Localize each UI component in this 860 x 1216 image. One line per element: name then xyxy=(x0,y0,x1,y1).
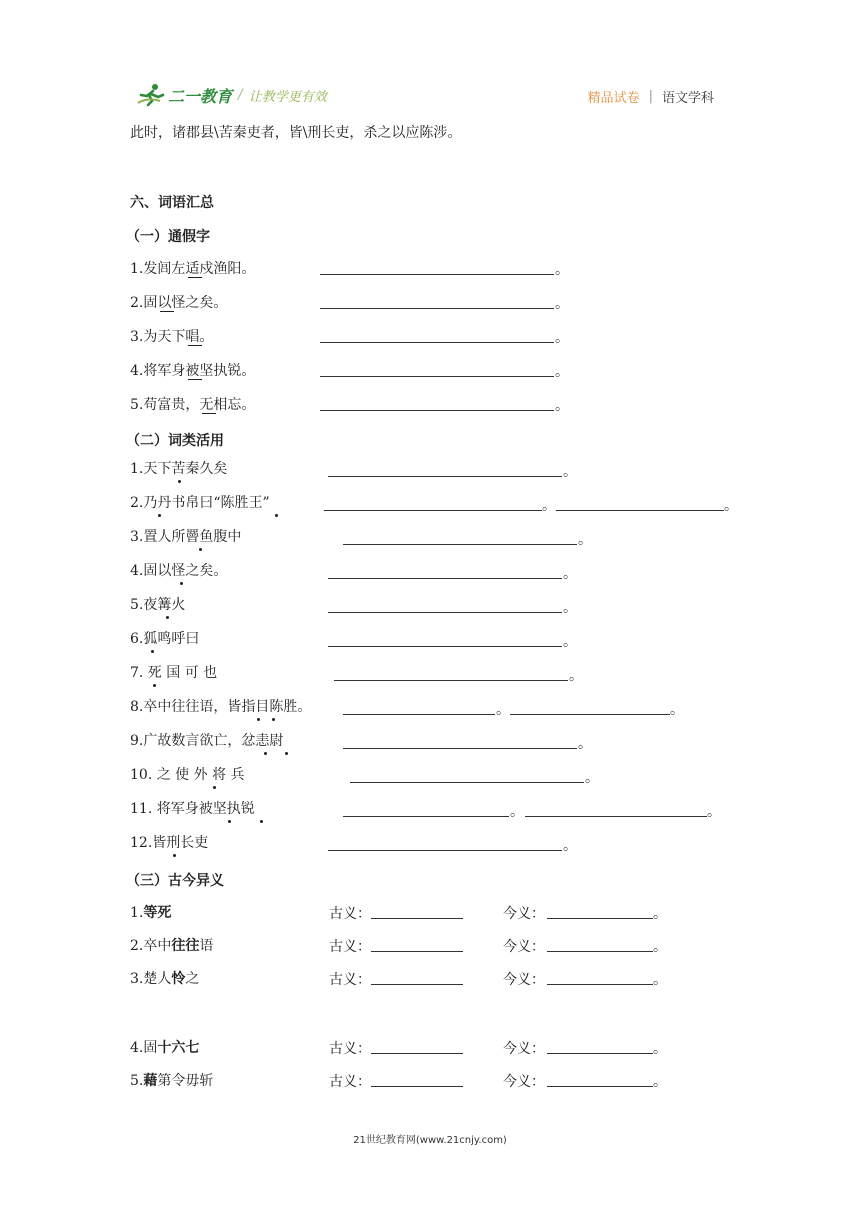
header-tag-subject: 语文学科 xyxy=(661,91,714,106)
part2-item-12: 12.皆刑长吏 xyxy=(130,835,209,851)
part3-item-3: 3.楚人怜之 xyxy=(130,971,200,987)
part2-item-10: 10. 之 使 外 将 兵 xyxy=(130,767,245,783)
part2-answer-1[interactable] xyxy=(328,476,562,477)
part3-item-2: 2.卒中往往语 xyxy=(130,938,214,954)
emphasis-dot xyxy=(153,684,156,687)
emphasis-dot xyxy=(151,650,154,653)
emphasis-dot xyxy=(260,820,263,823)
part2-item-6: 6.狐鸣呼曰 xyxy=(130,631,200,647)
end-mark: 。 xyxy=(578,532,592,548)
part2-answer-6[interactable] xyxy=(328,646,562,647)
part1-item-1: 1.发闾左适戍渔阳。 xyxy=(130,261,256,277)
part2-item-7: 7. 死 国 可 也 xyxy=(130,665,218,681)
end-mark: 。 xyxy=(510,804,524,820)
brand-name: 二一教育 xyxy=(168,86,233,106)
part1-item-4: 4.将军身被坚执锐。 xyxy=(130,363,256,379)
end-mark: 。 xyxy=(707,804,721,820)
emphasis-dot xyxy=(285,752,288,755)
emphasis-dot xyxy=(180,582,183,585)
part1-item-2: 2.固以怪之矣。 xyxy=(130,295,228,311)
emphasis-dot xyxy=(178,480,181,483)
emphasis-dot xyxy=(257,718,260,721)
part3-ancient-answer-1[interactable] xyxy=(371,918,463,919)
end-mark: 。 xyxy=(653,939,667,955)
ancient-label: 古义： xyxy=(329,1041,371,1057)
part3-item-1: 1.等死 xyxy=(130,905,172,921)
emphasis-underline xyxy=(202,413,216,414)
part3-title: （三）古今异义 xyxy=(126,873,224,889)
part3-ancient-answer-2[interactable] xyxy=(371,951,463,952)
part3-item-4: 4.固十六七 xyxy=(130,1040,200,1056)
ancient-label: 古义： xyxy=(329,906,371,922)
header-tag-separator: | xyxy=(648,89,653,104)
part1-answer-2[interactable] xyxy=(320,308,554,309)
emphasis-underline xyxy=(188,345,202,346)
part3-modern-answer-4[interactable] xyxy=(547,1053,653,1054)
emphasis-dot xyxy=(166,616,169,619)
part2-answer-10[interactable] xyxy=(350,782,584,783)
part1-answer-5[interactable] xyxy=(320,410,554,411)
part2-answer-5[interactable] xyxy=(328,612,562,613)
end-mark: 。 xyxy=(555,364,569,380)
end-mark: 。 xyxy=(563,600,577,616)
emphasis-dot xyxy=(264,752,267,755)
part1-answer-1[interactable] xyxy=(320,274,554,275)
part2-item-9: 9.广故数言欲亡，忿恚尉 xyxy=(130,733,284,749)
part2-item-5: 5.夜篝火 xyxy=(130,597,186,613)
part2-item-1: 1.天下苦秦久矣 xyxy=(130,461,228,477)
end-mark: 。 xyxy=(563,838,577,854)
ancient-label: 古义： xyxy=(329,972,371,988)
emphasis-dot xyxy=(158,514,161,517)
brand-logo xyxy=(136,82,327,108)
emphasis-underline xyxy=(188,277,202,278)
ancient-label: 古义： xyxy=(329,1074,371,1090)
end-mark: 。 xyxy=(585,770,599,786)
brand-slogan: 让教学更有效 xyxy=(248,89,327,105)
end-mark: 。 xyxy=(555,296,569,312)
part3-item-5: 5.藉第令毋斩 xyxy=(130,1073,214,1089)
runner-logo-icon xyxy=(136,83,166,107)
part2-answer-2a[interactable] xyxy=(324,510,542,511)
end-mark: 。 xyxy=(555,398,569,414)
emphasis-dot xyxy=(199,548,202,551)
end-mark: 。 xyxy=(653,906,667,922)
modern-label: 今义： xyxy=(503,939,545,955)
part2-answer-9[interactable] xyxy=(343,748,577,749)
page-footer: 21世纪教育网(www.21cnjy.com) xyxy=(353,1135,507,1146)
modern-label: 今义： xyxy=(503,1074,545,1090)
intro-line: 此时，诸郡县\苦秦吏者，皆\刑长吏，杀之以应陈涉。 xyxy=(130,125,462,141)
end-mark: 。 xyxy=(653,972,667,988)
part1-answer-4[interactable] xyxy=(320,376,554,377)
emphasis-dot xyxy=(228,820,231,823)
end-mark: 。 xyxy=(578,736,592,752)
part2-answer-11b[interactable] xyxy=(525,816,707,817)
part2-item-11: 11. 将军身被坚执锐 xyxy=(130,801,255,817)
part2-answer-3[interactable] xyxy=(343,544,577,545)
part2-answer-8b[interactable] xyxy=(510,714,670,715)
end-mark: 。 xyxy=(724,498,738,514)
modern-label: 今义： xyxy=(503,972,545,988)
part2-item-2: 2.乃丹书帛曰“陈胜王” xyxy=(130,495,270,511)
part3-modern-answer-3[interactable] xyxy=(547,984,653,985)
end-mark: 。 xyxy=(569,668,583,684)
end-mark: 。 xyxy=(563,464,577,480)
modern-label: 今义： xyxy=(503,906,545,922)
part2-answer-8a[interactable] xyxy=(343,714,495,715)
part1-item-3: 3.为天下唱。 xyxy=(130,329,214,345)
part1-title: （一）通假字 xyxy=(126,229,210,245)
part3-ancient-answer-4[interactable] xyxy=(371,1053,463,1054)
end-mark: 。 xyxy=(555,262,569,278)
part3-modern-answer-5[interactable] xyxy=(547,1086,653,1087)
part3-ancient-answer-3[interactable] xyxy=(371,984,463,985)
end-mark: 。 xyxy=(670,702,684,718)
end-mark: 。 xyxy=(563,634,577,650)
ancient-label: 古义： xyxy=(329,939,371,955)
part2-item-3: 3.置人所罾鱼腹中 xyxy=(130,529,242,545)
header-tags xyxy=(588,87,714,106)
modern-label: 今义： xyxy=(503,1041,545,1057)
part2-item-4: 4.固以怪之矣。 xyxy=(130,563,228,579)
end-mark: 。 xyxy=(653,1074,667,1090)
section-title: 六、词语汇总 xyxy=(130,195,214,211)
part2-answer-2b[interactable] xyxy=(556,510,724,511)
end-mark: 。 xyxy=(555,330,569,346)
end-mark: 。 xyxy=(496,702,510,718)
part2-title: （二）词类活用 xyxy=(126,433,224,449)
part3-ancient-answer-5[interactable] xyxy=(371,1086,463,1087)
part2-answer-11a[interactable] xyxy=(343,816,509,817)
part1-answer-3[interactable] xyxy=(320,342,554,343)
part2-answer-7[interactable] xyxy=(334,680,568,681)
part3-modern-answer-1[interactable] xyxy=(547,918,653,919)
emphasis-underline xyxy=(160,311,174,312)
header-tag-exam: 精品试卷 xyxy=(587,91,640,106)
brand-slash: / xyxy=(238,87,243,103)
part3-modern-answer-2[interactable] xyxy=(547,951,653,952)
part2-answer-12[interactable] xyxy=(328,850,562,851)
end-mark: 。 xyxy=(542,498,556,514)
end-mark: 。 xyxy=(653,1041,667,1057)
emphasis-dot xyxy=(173,854,176,857)
part1-item-5: 5.苟富贵，无相忘。 xyxy=(130,397,256,413)
emphasis-dot xyxy=(272,718,275,721)
end-mark: 。 xyxy=(563,566,577,582)
part2-item-8: 8.卒中往往语，皆指目陈胜。 xyxy=(130,699,312,715)
part2-answer-4[interactable] xyxy=(328,578,562,579)
emphasis-underline xyxy=(188,379,202,380)
emphasis-dot xyxy=(213,786,216,789)
emphasis-dot xyxy=(275,514,278,517)
